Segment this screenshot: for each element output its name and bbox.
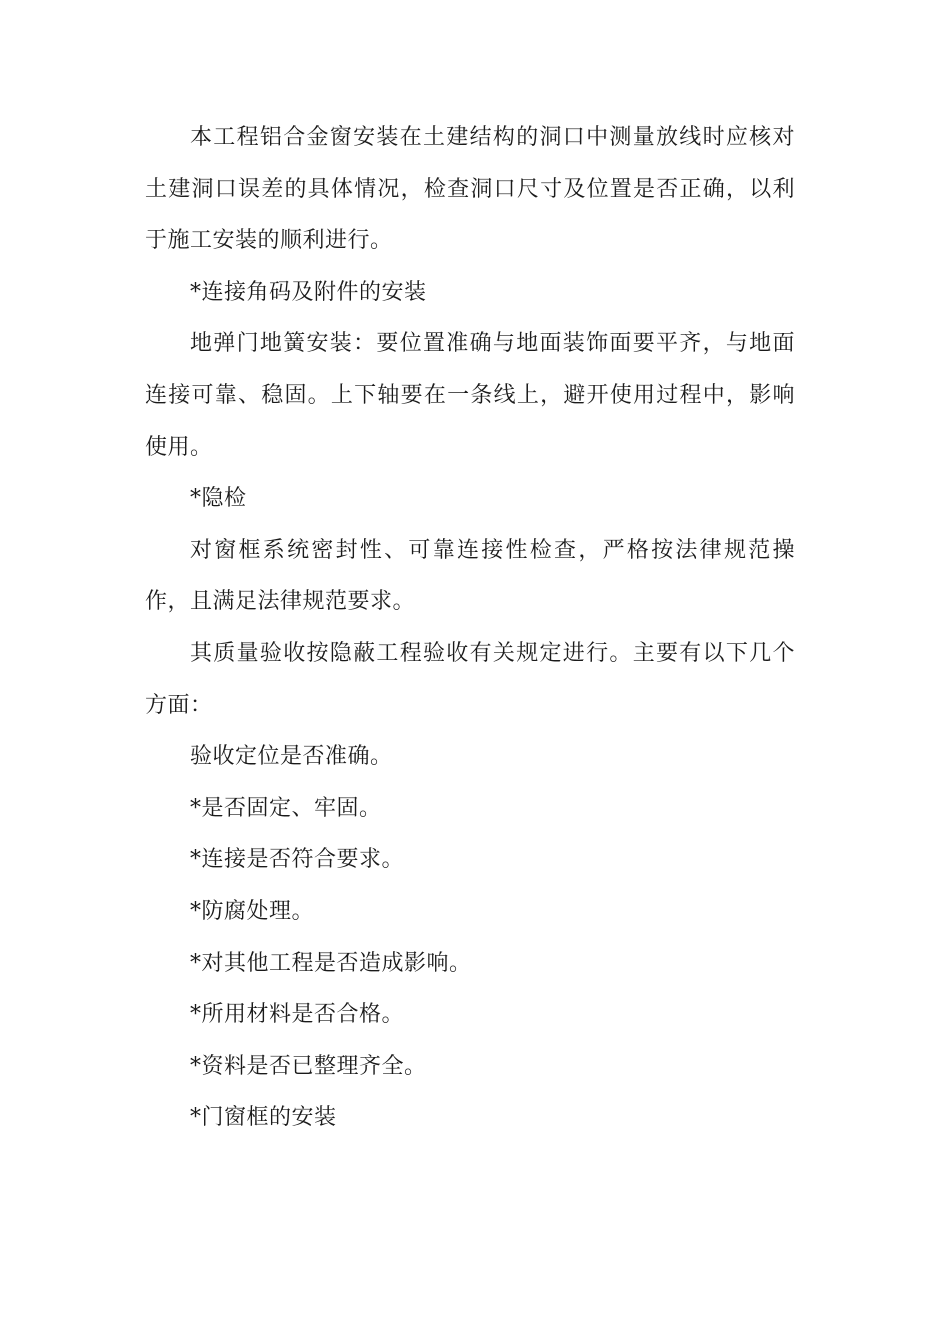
paragraph-frame-installation-heading: *门窗框的安装 bbox=[190, 1105, 337, 1131]
paragraph-acceptance-intro: 其质量验收按隐蔽工程验收有关规定进行。主要有以下几个方面： bbox=[145, 640, 795, 718]
paragraph-window-installation: 本工程铝合金窗安装在土建结构的洞口中测量放线时应核对土建洞口误差的具体情况，检查洞口尺寸及位置是否正确，以利于施工安装的顺利进行。 bbox=[145, 125, 795, 254]
paragraph-concealed-inspection-heading: *隐检 bbox=[190, 486, 247, 512]
list-item-other-works: *对其他工程是否造成影响。 bbox=[190, 950, 472, 976]
list-item-positioning: 验收定位是否准确。 bbox=[190, 744, 393, 770]
paragraph-corner-bracket-heading: *连接角码及附件的安装 bbox=[190, 279, 427, 305]
list-item-fixing: *是否固定、牢固。 bbox=[190, 795, 382, 821]
list-item-anticorrosion: *防腐处理。 bbox=[190, 898, 315, 924]
document-body bbox=[145, 112, 795, 1144]
paragraph-floor-spring: 地弹门地簧安装：要位置准确与地面装饰面要平齐，与地面连接可靠、稳固。上下轴要在一条线上，避开使用过程中，影响使用。 bbox=[145, 331, 795, 460]
paragraph-sealing-check: 对窗框系统密封性、可靠连接性检查，严格按法律规范操作，且满足法律规范要求。 bbox=[145, 537, 795, 615]
list-item-connection: *连接是否符合要求。 bbox=[190, 847, 405, 873]
list-item-materials: *所用材料是否合格。 bbox=[190, 1002, 405, 1028]
list-item-documents: *资料是否已整理齐全。 bbox=[190, 1053, 427, 1079]
